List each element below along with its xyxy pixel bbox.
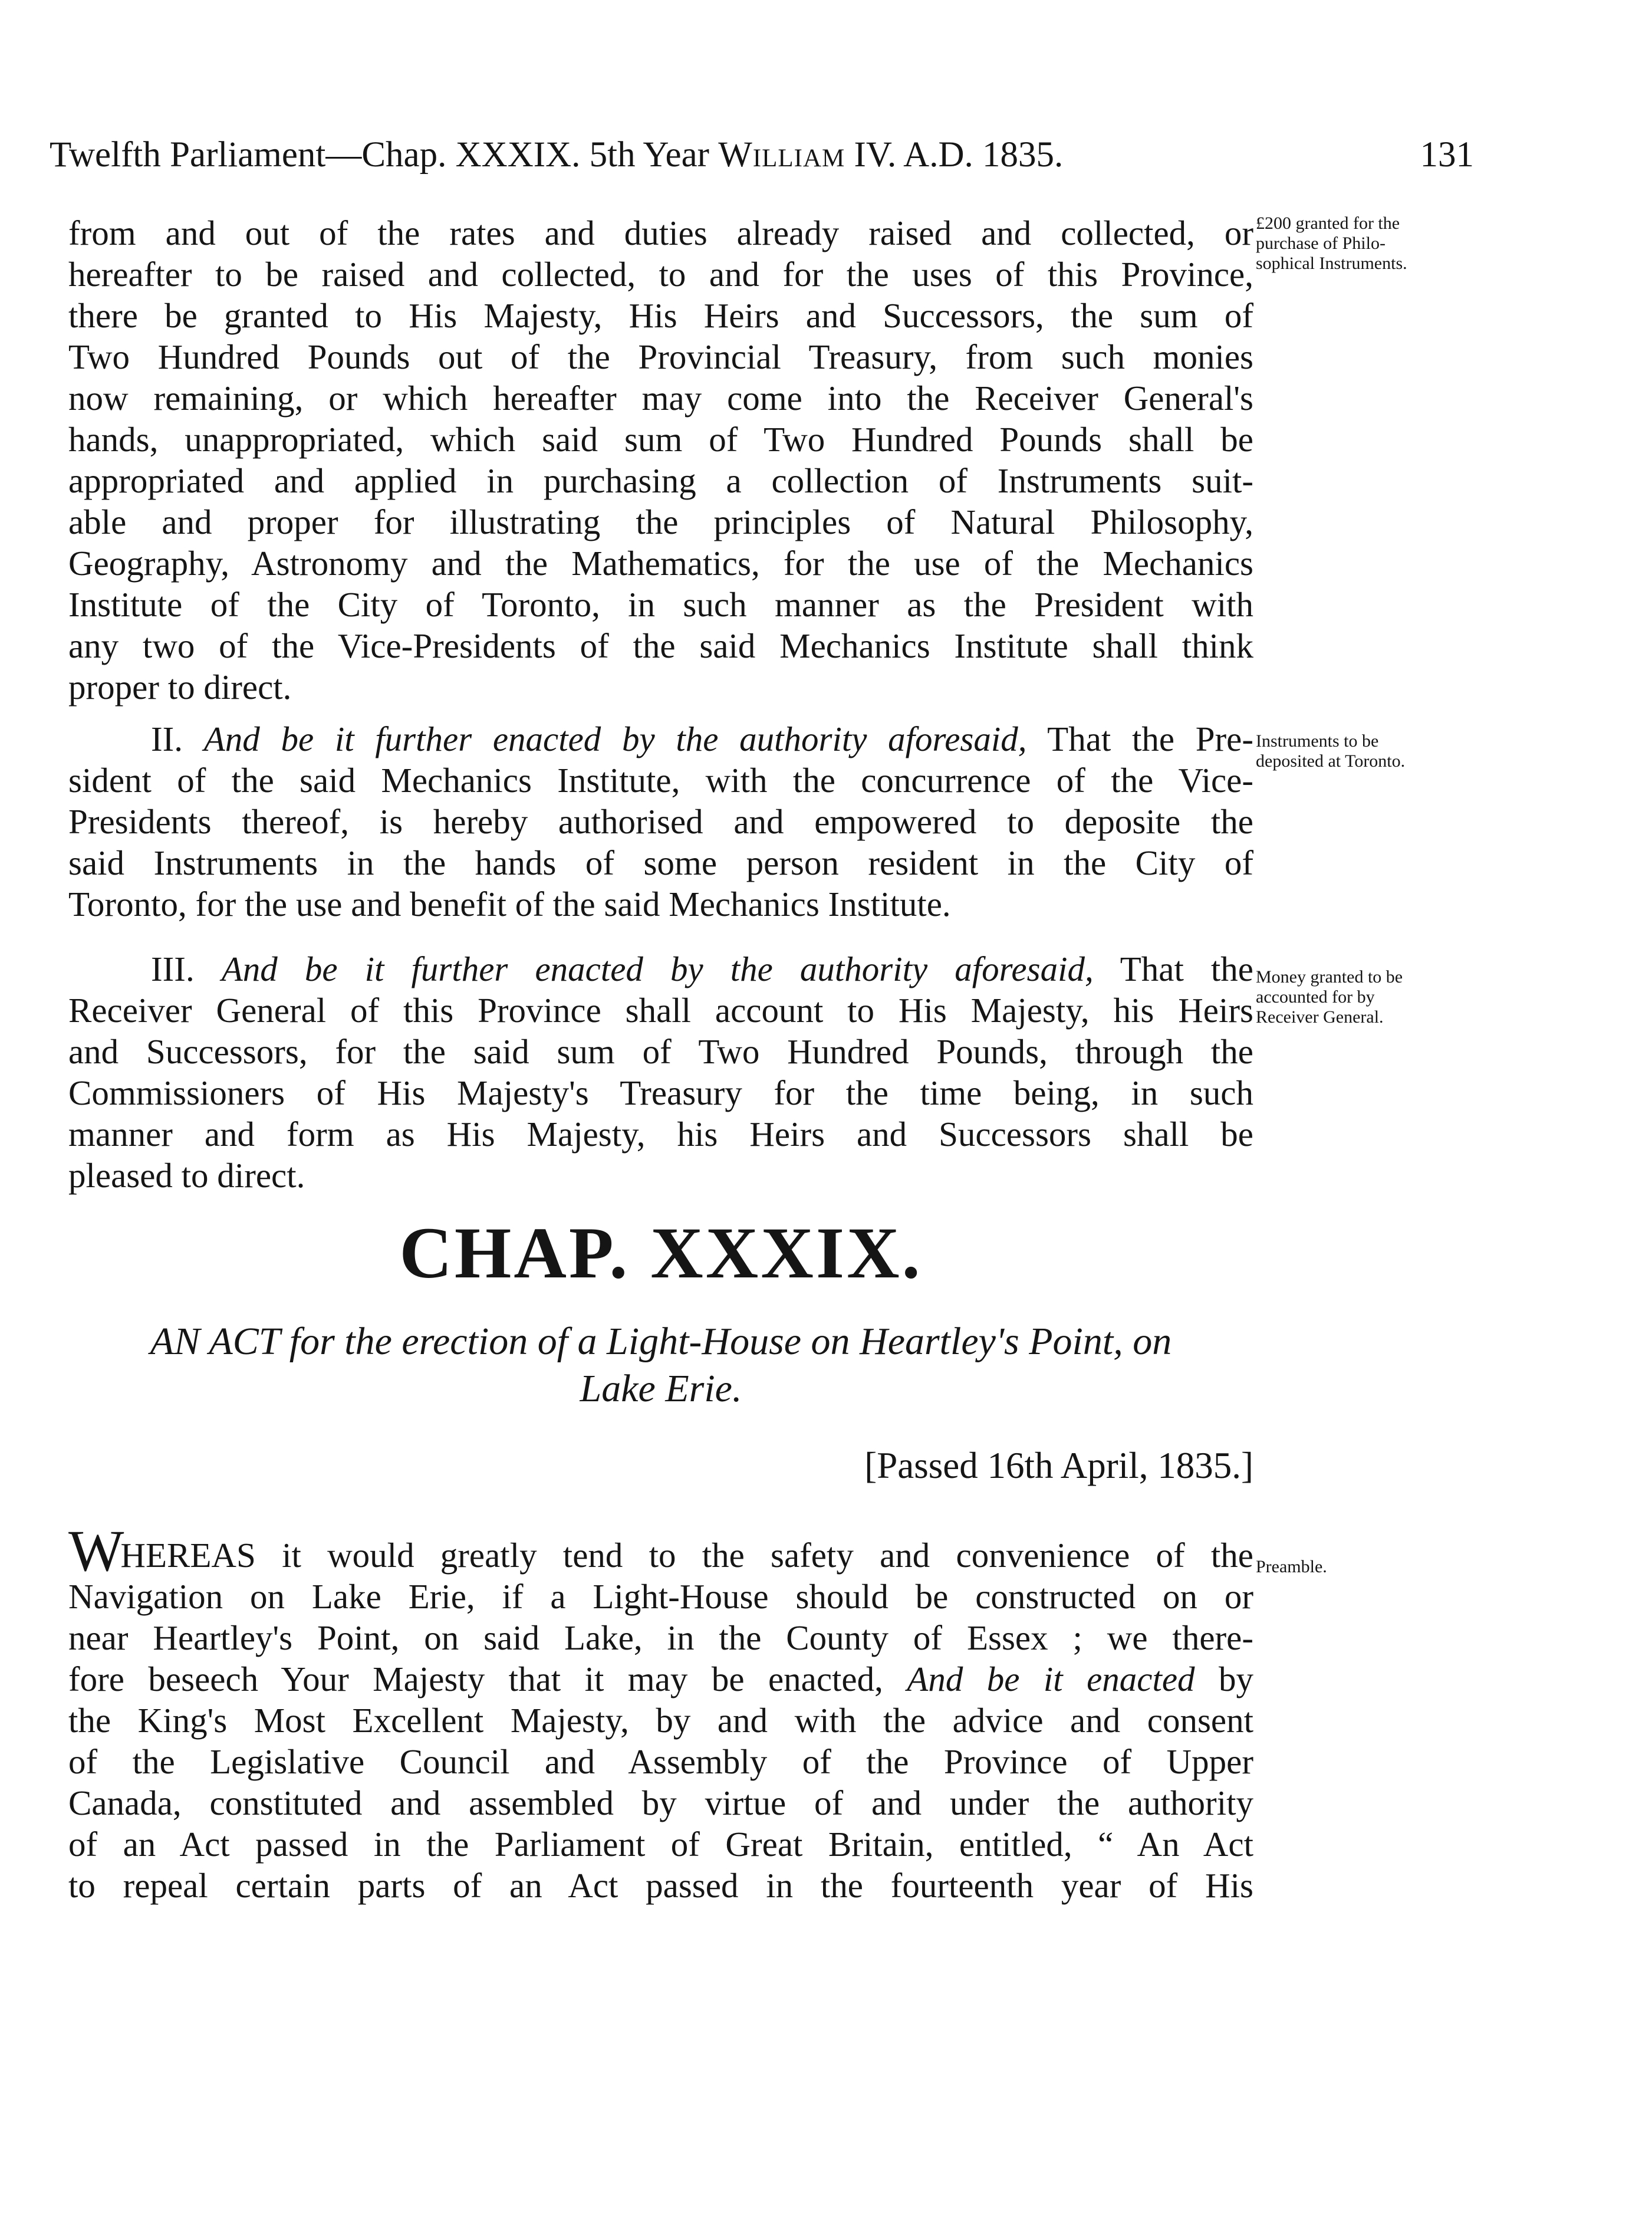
text-line: hands, unappropriated, which said sum of Two Hundred Pounds shall be — [68, 420, 1253, 459]
section-3 — [68, 948, 1253, 1196]
preamble-paragraph — [68, 1518, 1253, 1906]
text-run: That the — [1093, 949, 1253, 988]
text-line: there be granted to His Majesty, His Heirs and Successors, the sum of — [68, 296, 1253, 335]
page-number: 131 — [1420, 135, 1474, 175]
text-line: said Instruments in the hands of some person resident in the City of — [68, 843, 1253, 882]
text-line — [68, 1518, 1253, 1583]
enacting-clause: And be it enacted — [907, 1660, 1195, 1698]
continuation-paragraph — [68, 212, 1253, 708]
text-line: Canada, constituted and assembled by virtue of and under the authority — [68, 1783, 1253, 1822]
text-line — [68, 948, 1253, 990]
section-number: III. — [151, 949, 222, 988]
section-2 — [68, 718, 1253, 925]
text-run: by — [1194, 1660, 1253, 1698]
text-line — [68, 718, 1253, 760]
passed-date: [Passed 16th April, 1835.] — [864, 1445, 1253, 1486]
sidenote-grant — [1256, 213, 1492, 274]
sidenote-line: sophical Instruments. — [1256, 254, 1407, 273]
running-header — [50, 134, 1476, 182]
text-line: now remaining, or which hereafter may come into the Receiver General's — [68, 379, 1253, 418]
text-line: from and out of the rates and duties already raised and collected, or — [68, 213, 1253, 252]
sidenote-line: Receiver General. — [1256, 1007, 1384, 1027]
sidenote-money — [1256, 967, 1492, 1027]
text-line: of the Legislative Council and Assembly of the Province of Upper — [68, 1742, 1253, 1781]
text-line: appropriated and applied in purchasing a collection of Instruments suit- — [68, 461, 1253, 500]
text-line: Toronto, for the use and benefit of the said Mechanics Institute. — [68, 885, 951, 924]
enacting-clause: And be it further enacted by the authority aforesaid, — [221, 949, 1094, 988]
sidenote-preamble — [1256, 1557, 1492, 1577]
text-line: Receiver General of this Province shall account to His Majesty, his Heirs — [68, 991, 1253, 1030]
sidenote-line: £200 granted for the — [1256, 213, 1400, 233]
text-line — [68, 1658, 1253, 1700]
running-head-part-2: William — [718, 135, 845, 175]
act-title-line-1: AN ACT for the erection of a Light-House on Heartley's Point, on — [150, 1320, 1172, 1363]
sidenote-line: purchase of Philo- — [1256, 234, 1386, 253]
text-line: the King's Most Excellent Majesty, by and with the advice and consent — [68, 1701, 1253, 1740]
text-line: Presidents thereof, is hereby authorised and empowered to deposite the — [68, 802, 1253, 841]
text-line: hereafter to be raised and collected, to and for the uses of this Province, — [68, 255, 1253, 294]
running-head-part-3: IV. A.D. 1835. — [845, 135, 1064, 175]
text-line: to repeal certain parts of an Act passed in the fourteenth year of His — [68, 1866, 1253, 1905]
drop-cap: W — [68, 1518, 124, 1583]
text-line: Commissioners of His Majesty's Treasury for the time being, in such — [68, 1073, 1253, 1112]
enacting-clause: And be it further enacted by the authority aforesaid, — [203, 719, 1027, 758]
sidenote-line: deposited at Toronto. — [1256, 751, 1406, 771]
text-line: Institute of the City of Toronto, in such manner as the President with — [68, 585, 1253, 624]
sidenote-line: accounted for by — [1256, 987, 1375, 1007]
chapter-heading: CHAP. XXXIX. — [399, 1213, 923, 1293]
sidenote-line: Instruments to be — [1256, 731, 1379, 751]
section-number: II. — [151, 719, 204, 758]
text-line: and Successors, for the said sum of Two Hundred Pounds, through the — [68, 1032, 1253, 1071]
text-line: pleased to direct. — [68, 1156, 305, 1195]
text-line: manner and form as His Majesty, his Heirs and Successors shall be — [68, 1115, 1253, 1154]
text-line: sident of the said Mechanics Institute, with the concurrence of the Vice- — [68, 761, 1253, 800]
text-line: Geography, Astronomy and the Mathematics, for the use of the Mechanics — [68, 544, 1253, 583]
sidenote-line: Money granted to be — [1256, 967, 1403, 987]
act-title — [68, 1318, 1253, 1412]
text-line: any two of the Vice-Presidents of the said Mechanics Institute shall think — [68, 626, 1253, 665]
text-run: fore beseech Your Majesty that it may be enacted, — [68, 1660, 907, 1698]
sidenote-line: Preamble. — [1256, 1557, 1327, 1576]
text-line: near Heartley's Point, on said Lake, in the County of Essex ; we there- — [68, 1618, 1253, 1657]
running-head-part-1: Twelfth Parliament—Chap. XXXIX. 5th Year — [50, 135, 719, 175]
sidenote-instruments — [1256, 731, 1492, 771]
text-line: proper to direct. — [68, 668, 292, 707]
text-line: Navigation on Lake Erie, if a Light-House should be constructed on or — [68, 1577, 1253, 1616]
text-line: Two Hundred Pounds out of the Provincial Treasury, from such monies — [68, 337, 1253, 376]
text-line: of an Act passed in the Parliament of Great Britain, entitled, “ An Act — [68, 1825, 1253, 1864]
text-line: able and proper for illustrating the principles of Natural Philosophy, — [68, 502, 1253, 541]
act-title-line-2: Lake Erie. — [580, 1367, 742, 1410]
text-run: HEREAS it would greatly tend to the safety and convenience of the — [120, 1536, 1253, 1575]
text-run: That the Pre- — [1026, 719, 1254, 758]
